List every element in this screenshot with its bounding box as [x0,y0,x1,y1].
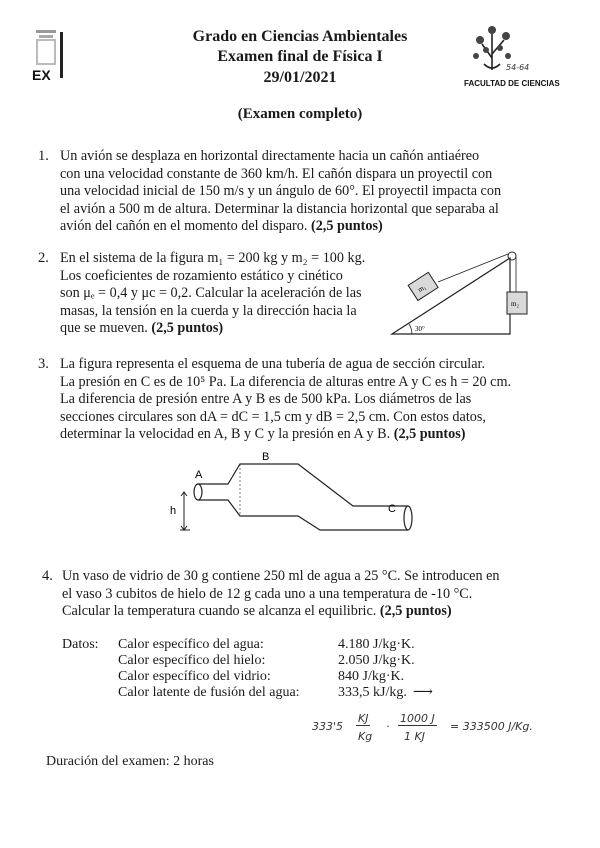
question-4-number: 4. [42,568,53,584]
arrow-icon: ⟶ [412,685,433,700]
q4-points: (2,5 puntos) [379,603,452,619]
rope-incline [438,254,508,282]
label-h: h [170,505,177,517]
q3-line: La presión en C es de 10⁵ Pa. La diferencia de alturas entre A y C es h = 20 cm. [60,373,512,390]
q2-line: masas, la tensión en la cuerda y la dirección hacia la [60,302,357,319]
question-3-number: 3. [38,356,49,372]
hw-unit-num: KJ [358,712,369,725]
faculty-name: FACULTAD DE CIENCIAS [464,79,560,88]
handwritten-note: 333'5 KJ Kg · 1000 J 1 KJ = 333500 J/Kg. [312,712,533,743]
exam-date: 29/01/2021 [263,69,337,86]
q1-line: Un avión se desplaza en horizontal directamente hacia un cañón antiaéreo [60,148,480,164]
hw-value: 333'5 [312,720,344,733]
header-line1: Grado en Ciencias Ambientales [192,28,408,45]
hw-conv-den: 1 KJ [404,730,425,743]
q3-line: determinar la velocidad en A, B y C y la presión en A y B. (2,5 puntos) [60,426,466,442]
q2-line: Los coeficientes de rozamiento estático y cinético [60,267,343,284]
q1-line: el avión a 500 m de altura. Determinar la distancia horizontal que separaba al [60,200,499,217]
pipe-figure [168,450,428,555]
label-c: C [388,503,396,515]
q2-line: En el sistema de la figura m₁ = 200 kg y m₂ = 100 kg. [60,250,366,266]
q1-line: una velocidad inicial de 150 m/s y un ángulo de 60°. El proyectil impacta con [60,183,502,199]
q3-line: La diferencia de presión entre A y B es de 500 kPa. Los diámetros de las [60,391,472,407]
incline-plane [392,258,510,334]
m2-label: m₂ [511,300,519,308]
question-2-text [60,250,390,338]
q4-line: el vaso 3 cubitos de hielo de 12 g cada uno a una temperatura de -10 °C. [62,585,473,602]
m1-label: m₁ [416,282,428,294]
hw-conv-num: 1000 J [400,712,435,725]
q2-points: (2,5 puntos) [151,320,224,336]
datos-row: Calor latente de fusión del agua: 333,5 kJ/kg. ⟶ [118,685,433,700]
q2-line: son μₑ = 0,4 y μc = 0,2. Calcular la aceleración de las [60,285,362,301]
pipe-top-wall [198,464,408,506]
q3-line: La figura representa el esquema de una tubería de agua de sección circular. [60,356,486,372]
q3-line: secciones circulares son dA = dC = 1,5 cm y dB = 2,5 cm. Con estos datos, [60,408,486,425]
label-a: A [195,469,203,481]
pulley [508,252,516,260]
q1-line: avión del cañón en el momento del disparo. (2,5 puntos) [60,218,383,234]
pipe-inlet-a [194,484,202,500]
header-line2: Examen final de Física I [217,48,383,65]
q3-points: (2,5 puntos) [393,426,466,442]
hw-result: = 333500 J/Kg. [450,720,533,733]
logo-ex-text: EX [32,67,51,83]
question-1-text [60,148,530,236]
question-2-number: 2. [38,250,49,266]
incline-figure [390,248,535,343]
q1-points: (2,5 puntos) [310,218,383,234]
logo-annotation: 54-64 [506,63,530,72]
datos-row: Calor específico del hielo: 2.050 J/kg·K. [118,653,415,668]
datos-row: Calor específico del agua: 4.180 J/kg·K. [118,637,415,652]
question-4-text [62,568,540,621]
hw-unit-den: Kg [358,730,373,743]
angle-label: 30° [415,325,425,333]
exam-duration: Duración del examen: 2 horas [46,754,214,769]
q2-line: que se mueven. (2,5 puntos) [60,320,224,336]
q4-line: Un vaso de vidrio de 30 g contiene 250 ml de agua a 25 °C. Se introducen en [62,568,500,584]
faculty-logo [462,20,572,100]
label-b: B [262,451,270,463]
pipe-outlet-c [404,506,412,530]
question-1-number: 1. [38,148,49,164]
datos-row: Calor específico del vidrio: 840 J/kg·K. [118,669,405,684]
pipe-bottom-wall [198,500,408,530]
question-3-text [60,356,546,444]
datos-table [118,637,508,701]
q1-line: con una velocidad constante de 360 km/h. El cañón dispara un proyectil con [60,165,493,182]
datos-heading: Datos: [62,637,99,652]
exam-type: (Examen completo) [237,106,363,122]
q4-line: Calcular la temperatura cuando se alcanza el equilibric. (2,5 puntos) [62,603,452,619]
